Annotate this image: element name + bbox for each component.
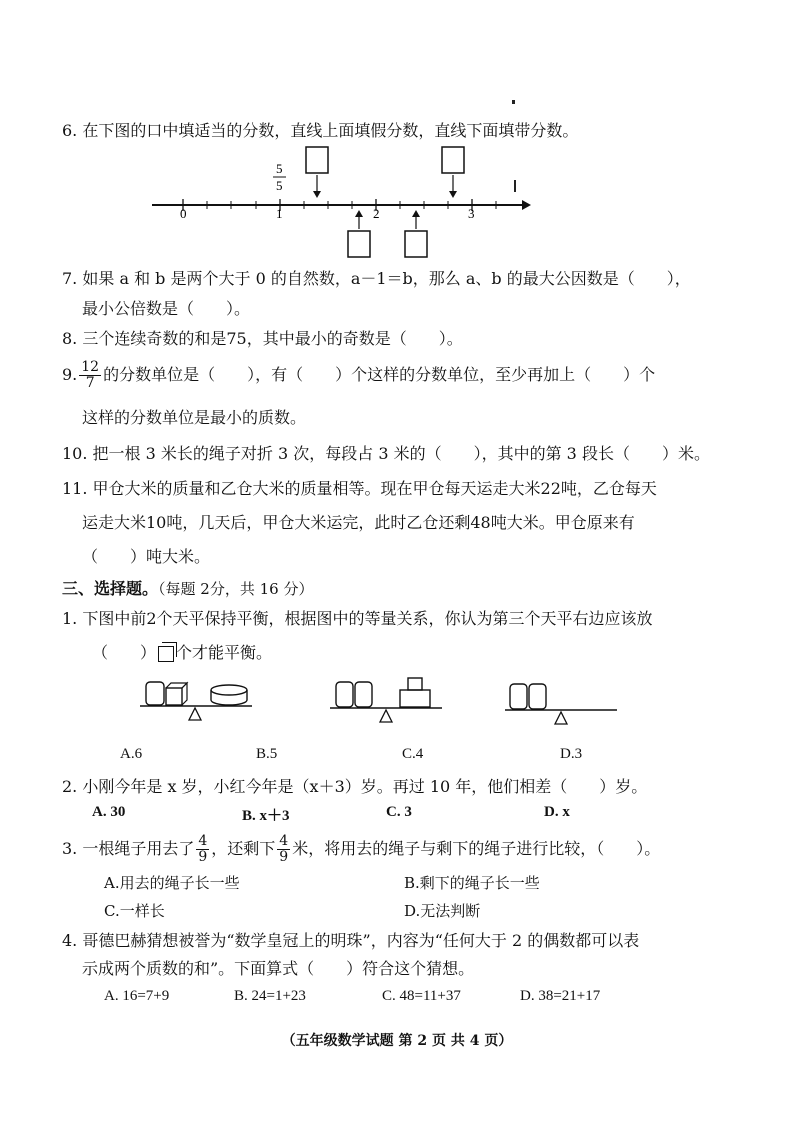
section-3-note: （每题 2分，共 16 分） <box>158 580 314 598</box>
choice-3-pre: 3. 一根绳子用去了 <box>62 839 195 858</box>
cube-icon <box>400 690 430 707</box>
tick-label-0: 0 <box>180 206 187 221</box>
page-footer: （五年级数学试题 第 2 页 共 4 页） <box>281 1033 513 1049</box>
choice-4-option-b[interactable]: B. 24=1+23 <box>234 988 306 1004</box>
choice-1-blank: （ ） <box>92 643 157 662</box>
choice-2-option-c[interactable]: C. 3 <box>386 804 412 820</box>
choice-1-line1: 1. 下图中前2个天平保持平衡，根据图中的等量关系，你认为第三个天平右边应该放 <box>62 609 653 628</box>
choice-4-line1: 4. 哥德巴赫猜想被誉为“数学皇冠上的明珠”，内容为“任何大于 2 的偶数都可以表 <box>62 931 640 950</box>
answer-box-below-2[interactable] <box>405 231 427 257</box>
choice-3-option-d[interactable]: D.无法判断 <box>404 902 481 920</box>
question-8-text: 8. 三个连续奇数的和是75，其中最小的奇数是（ ）。 <box>62 329 463 348</box>
cylinder-icon <box>146 682 164 705</box>
choice-1-suffix: 个才能平衡。 <box>176 643 273 662</box>
balance-scale-3 <box>505 684 617 724</box>
question-11-line2: 运走大米10吨，几天后，甲仓大米运完，此时乙仓还剩48吨大米。甲仓原来有 <box>82 513 635 532</box>
tick-label-1: 1 <box>276 206 283 221</box>
question-9-line2: 这样的分数单位是最小的质数。 <box>82 408 307 427</box>
question-11-line1: 11. 甲仓大米的质量和乙仓大米的质量相等。现在甲仓每天运走大米22吨，乙仓每天 <box>62 479 657 498</box>
choice-3-option-c[interactable]: C.一样长 <box>104 902 165 920</box>
choice-2-option-b[interactable]: B. x＋3 <box>242 808 290 824</box>
choice-3-fraction-2: $\frac{4}{9}$ <box>279 833 289 865</box>
section-3-title: 三、选择题。 <box>62 579 159 598</box>
choice-1-option-a[interactable]: A.6 <box>120 746 143 762</box>
balance-scales-figure <box>0 670 794 730</box>
question-7-line1: 7. 如果 a 和 b 是两个大于 0 的自然数，a－1＝b，那么 a、b 的最大公因数是（ ）， <box>62 269 691 288</box>
number-line-figure <box>0 0 794 270</box>
tick-label-2: 2 <box>373 206 380 221</box>
cylinder-icon <box>510 684 527 709</box>
choice-3-fraction-1: $\frac{4}{9}$ <box>198 833 208 865</box>
question-9-rest: 的分数单位是（ ），有（ ）个这样的分数单位，至少再加上（ ）个 <box>103 365 656 384</box>
answer-box-below-1[interactable] <box>348 231 370 257</box>
scan-speck <box>512 100 515 104</box>
scan-speck <box>514 180 516 192</box>
choice-3-option-b[interactable]: B.剩下的绳子长一些 <box>404 874 540 892</box>
disk-icon <box>211 685 247 695</box>
choice-3-option-a[interactable]: A.用去的绳子长一些 <box>104 874 240 892</box>
cube-icon <box>158 646 174 662</box>
axis-arrow-icon <box>522 200 531 210</box>
choice-3-mid: ，还剩下 <box>211 839 276 858</box>
choice-2-text: 2. 小刚今年是 x 岁，小红今年是（x＋3）岁。再过 10 年，他们相差（ ）岁。 <box>62 777 648 796</box>
balance-scale-2 <box>330 678 442 722</box>
question-10-text: 10. 把一根 3 米长的绳子对折 3 次，每段占 3 米的（ ），其中的第 3 段长（ ）米。 <box>62 444 710 463</box>
cylinder-icon <box>336 682 353 707</box>
question-9-fraction: $\frac{12}{7}$ <box>81 359 100 391</box>
choice-4-line2: 示成两个质数的和”。下面算式（ ）符合这个猜想。 <box>82 959 475 978</box>
choice-2-option-d[interactable]: D. x <box>544 804 570 820</box>
choice-4-option-a[interactable]: A. 16=7+9 <box>104 988 170 1004</box>
cylinder-icon <box>529 684 546 709</box>
answer-box-above-1[interactable] <box>306 147 328 173</box>
fraction-numerator: 5 <box>276 161 283 176</box>
question-11-line3: （ ）吨大米。 <box>82 547 211 566</box>
fraction-denominator: 5 <box>276 178 283 193</box>
choice-2-option-a[interactable]: A. 30 <box>92 804 126 820</box>
answer-box-above-2[interactable] <box>442 147 464 173</box>
choice-1-option-c[interactable]: C.4 <box>402 746 424 762</box>
question-6-text: 6. 在下图的口中填适当的分数，直线上面填假分数，直线下面填带分数。 <box>62 121 579 140</box>
choice-1-line2 <box>92 642 272 664</box>
choice-1-option-d[interactable]: D.3 <box>560 746 583 762</box>
tick-label-3: 3 <box>468 206 475 221</box>
cube-icon <box>408 678 422 690</box>
section-3-header <box>62 578 313 600</box>
choice-3-post: 米，将用去的绳子与剩下的绳子进行比较，（ ）。 <box>292 839 661 858</box>
choice-4-option-d[interactable]: D. 38=21+17 <box>520 988 601 1004</box>
question-7-line2: 最小公倍数是（ ）。 <box>82 299 251 318</box>
question-9-prefix: 9. <box>62 365 78 384</box>
question-9-line1 <box>62 360 655 391</box>
choice-1-option-b[interactable]: B.5 <box>256 746 278 762</box>
choice-4-option-c[interactable]: C. 48=11+37 <box>382 988 461 1004</box>
cube-icon <box>166 688 182 705</box>
balance-scale-1 <box>140 682 252 720</box>
choice-3-text <box>62 834 660 865</box>
cylinder-icon <box>355 682 372 707</box>
